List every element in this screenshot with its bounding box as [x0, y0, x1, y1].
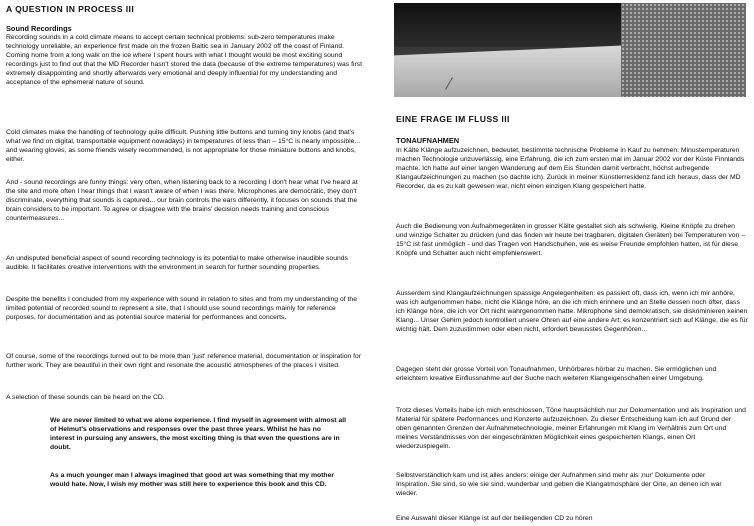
right-paragraph-4: Dagegen steht der grosse Vorteil von Tonaufnahmen, Unhörbares hörbar zu machen. Sie ermöglichen und erleichtern kreative Einflussnahme auf der Suche nach weiteren Klangeigenschaften einer Umgebung.: [396, 366, 717, 382]
right-subheading: TONAUFNAHMEN: [396, 136, 460, 145]
quote-2: As a much younger man I always imagined that good art was something that my mother would hate. Now, I wish my mother was still here to experience this book and this CD.: [50, 472, 335, 488]
left-heading: A QUESTION IN PROCESS III: [6, 4, 135, 14]
photo-sky: [394, 3, 634, 47]
left-paragraph-1: Recording sounds in a cold climate means to accept certain technical problems: sub-zero temperatures make technology unreliable, an experience first made on the frozen Baltic sea in January 2002 off the coast of Finland. Coming home from a long walk on the ice where I spent hours with what I thought would be most exciting sound recordings just to find out that the MD Recorder hasn't stored the data (because of the extreme temperatures) was first extremely disappointing and shortly afterwards very emotional and deeply influential for my understanding and acceptance of the ephemeral nature of sound.: [6, 34, 363, 86]
right-heading: EINE FRAGE IM FLUSS III: [396, 114, 510, 124]
left-paragraph-4: An undisputed beneficial aspect of sound recording technology is its potential to make otherwise inaudible sounds audible. It facilitates creative interventions with the environment in search for further sounding properties.: [6, 255, 348, 271]
left-subheading: Sound Recordings: [6, 24, 72, 33]
quote-1: We are never limited to what we alone experience. I find myself in agreement with almost all of Helmut's observations and responses over the past three years. Whilst he has no interest in pursuing any answers, the most exciting thing is that even the questions are in doubt.: [50, 417, 347, 451]
right-paragraph-5: Trotz dieses Vorteils habe ich mich entschlossen, Töne hauptsächlich nur zur Dokumentation und als Inspiration und Material für spätere Performances und Konzerte aufzuzeichnen. Zu dieser Entscheidung kam ich auf Grund der oben genannten Grenzen der Aufnahmetechnologie, meiner Erfahrungen mit Klang im Verhältnis zum Ort und meines Verständnisses von der eingeschränkten Möglichkeit eines gespeicherten Klangs, einen Ort wiederzuspiegeln.: [396, 407, 746, 450]
photo-grille: [621, 3, 746, 97]
left-paragraph-2: Cold climates make the handling of technology quite difficult. Pushing little buttons and turning tiny knobs (and that's what we find on digital, transportable equipment nowadays) in temperatures of less than – 15°C is nearly impossible... and wearing gloves, as some friends wisely recommended, is not appropriate for those miniature buttons and knobs, either.: [6, 129, 361, 163]
right-paragraph-1: In Kälte Klänge aufzuzeichnen, bedeutet, bestimmte technische Probleme in Kauf zu nehmen: Minustemperaturen machen Technologie unzuverlässig, eine Erfahrung, die ich zum ersten mal im Januar 2002 vor der Küste Finnlands machte. Ich hatte auf einer langen Wanderung auf dem Eis Stunden damit verbracht, höchst aufregende Klangaufzeichnungen zu machen (so dachte ich). Zurück in meiner Künstlerresidenz fand ich heraus, dass der MD Recorder, da es zu kalt gewesen war, nicht einen einzigen Klang gespeichert hatte.: [396, 147, 745, 190]
left-paragraph-3: And - sound recordings are funny things: very often, when listening back to a recording I don't hear what I've heard at the site and more often I hear things that I wasn't aware of when I was there. Microphones are democratic, they don't discriminate, everything that sounds is captured... our brain controls the ears differently, it focuses on sounds that the brain considers to be important. To agree or disagree with the brains' decision needs training and conscious countermeasures...: [6, 179, 358, 222]
photo-ice: [394, 45, 634, 97]
left-paragraph-7: A selection of these sounds can be heard on the CD.: [6, 394, 165, 401]
left-paragraph-5: Despite the benefits I concluded from my experience with sound in relation to sites and from my understanding of the limited potential of recorded sound to represent a site, that I should use sound recordings mainly for reference purposes, for documentation and as potential source material for performances and concerts.: [6, 296, 357, 321]
right-paragraph-3: Ausserdem sind Klangaufzeichnungen spassige Angelegenheiten: es passiert oft, dass ich, wenn ich mir anhöre, was ich aufgenommen habe, nicht die Klänge höre, an die ich mich erinnere und an Stelle dessen noch öfter, dass ich Klänge höre, die ich vor Ort nicht wahrgenommen hatte. Mikrophone sind demokratisch, sie diskriminieren keinen Klang... Unser Gehirn jedoch kontrolliert unsere Ohren auf eine andere Art: es konzentriert sich auf Klänge, die es für wichtig hält. Dem zuzustimmen oder eben nicht, erfordert bewusstes Gegenhören...: [396, 290, 748, 333]
frozen-landscape-photo: [394, 3, 746, 97]
right-paragraph-7: Eine Auswahl dieser Klänge ist auf der beiliegenden CD zu hören: [396, 515, 593, 522]
right-paragraph-6: Selbstverständlich kam und ist alles anders: einige der Aufnahmen sind mehr als ‚nur' Dokumente oder Inspiration. Sie sind, so wie sie sind, wunderbar und geben die Klangatmosphäre der Orte, an denen ich war wieder.: [396, 472, 722, 497]
right-paragraph-2: Auch die Bedienung von Aufnahmegeräten in grosser Kälte gestaltet sich als schwierig. Kleine Knöpfe zu drehen und winzige Schalter zu drücken (und das finden wir heute bei tragbaren, digitalen Geräten) bei Temperaturen von – 15°C ist fast unmöglich - und das Tragen von Handschuhen, wie es weise Freunde empfohlen hatten, ist für diese Knöpfe und Schalter auch nicht empfehlenswert.: [396, 223, 745, 257]
left-paragraph-6: Of course, some of the recordings turned out to be more than 'just' reference material, documentation or inspiration for further work. They are beautiful in their own right and resonate the acoustic atmospheres of the places I visited.: [6, 353, 362, 369]
